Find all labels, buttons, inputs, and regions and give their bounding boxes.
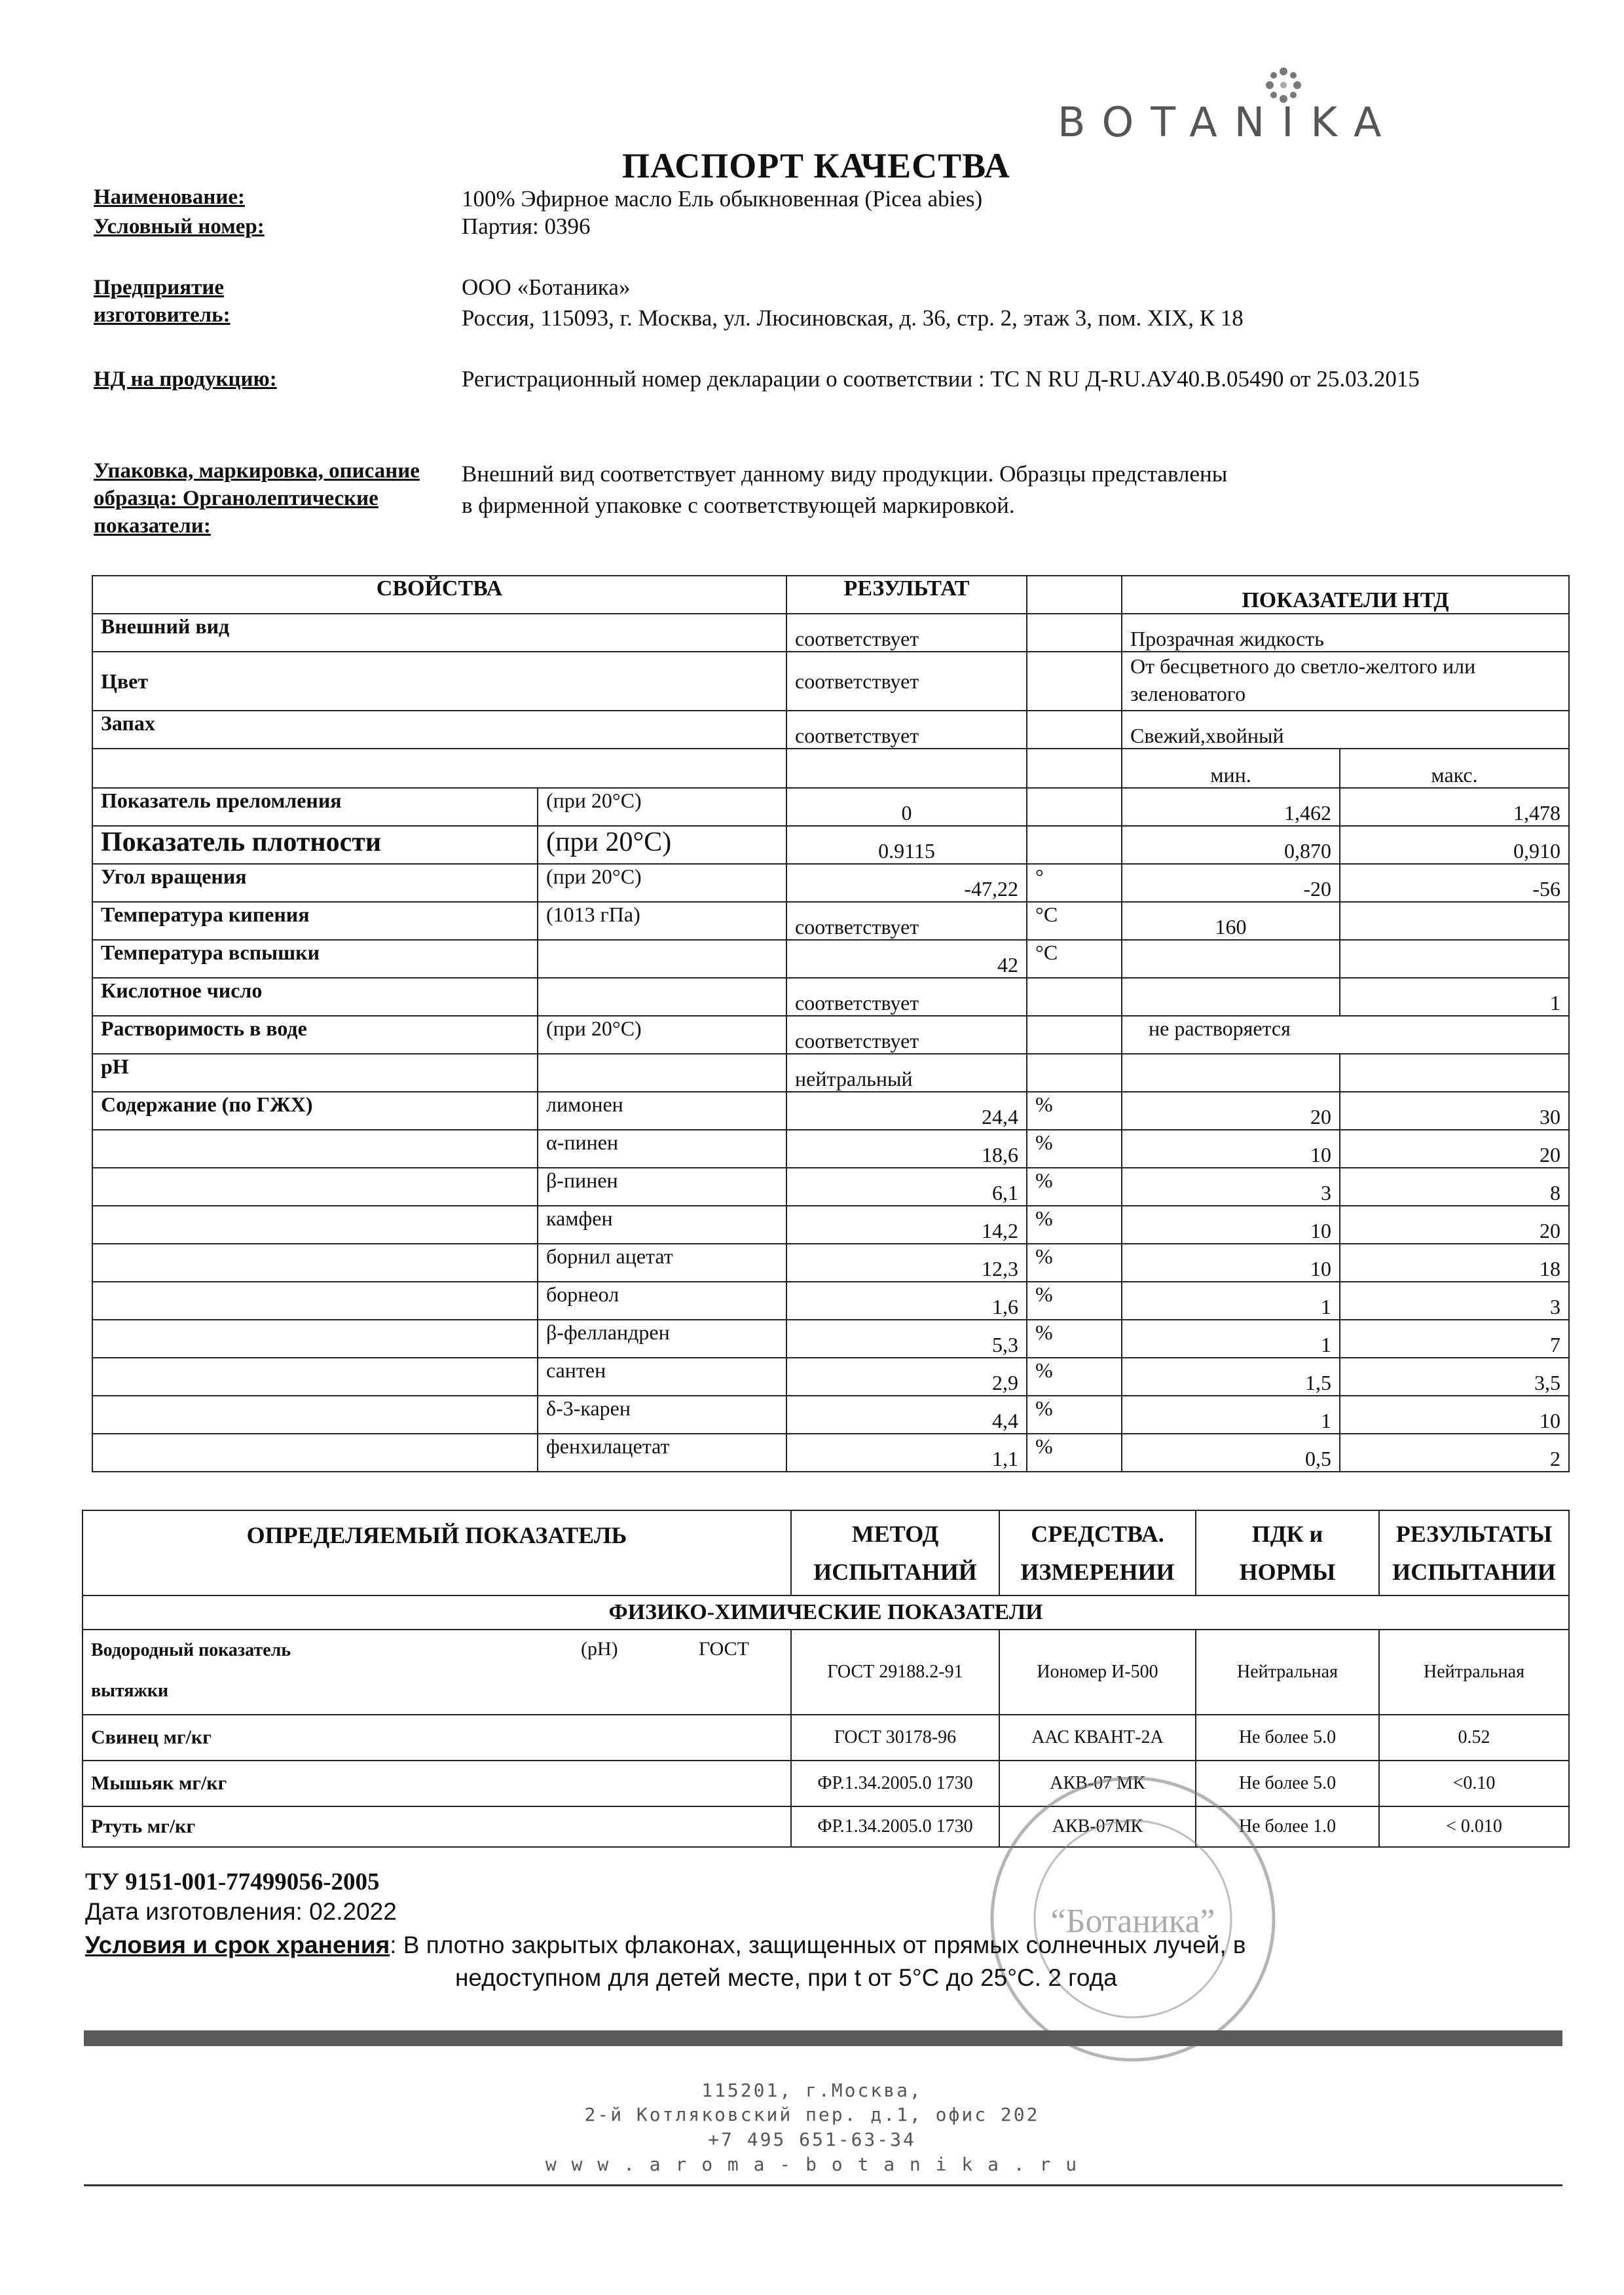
row-condition: (при 20°С): [538, 826, 786, 864]
table-row: [92, 1434, 1569, 1472]
row-min: -20: [1122, 864, 1340, 902]
row-name: Растворимость в воде: [92, 1016, 538, 1054]
row-name: pH: [92, 1054, 538, 1092]
component-name: δ-3-карен: [538, 1396, 786, 1434]
norm-cell: Не более 5.0: [1196, 1715, 1379, 1761]
indicator-cell: [83, 1630, 791, 1715]
component-result: 14,2: [786, 1206, 1027, 1244]
content-label: Содержание (по ГЖХ): [92, 1092, 538, 1130]
bottom-rule: [84, 2184, 1562, 2186]
header-ntd: ПОКАЗАТЕЛИ НТД: [1122, 576, 1569, 614]
header-result-test: РЕЗУЛЬТАТЫ ИСПЫТАНИИ: [1379, 1510, 1569, 1595]
norm-cell: Нейтральная: [1196, 1630, 1379, 1715]
value-name: 100% Эфирное масло Ель обыкновенная (Picea abies): [462, 186, 983, 212]
table-row: [92, 1320, 1569, 1358]
component-min: 10: [1122, 1130, 1340, 1168]
header-result: РЕЗУЛЬТАТ: [786, 576, 1027, 614]
row-max: [1340, 940, 1569, 978]
label-code: Условный номер:: [94, 215, 265, 238]
component-unit: %: [1027, 1434, 1122, 1472]
header-props: СВОЙСТВА: [92, 576, 786, 614]
indicator-name: Мышьяк мг/кг: [83, 1761, 791, 1806]
component-result: 24,4: [786, 1092, 1027, 1130]
storage-conditions: [85, 1929, 1246, 1994]
component-result: 4,4: [786, 1396, 1027, 1434]
header-means: СРЕДСТВА. ИЗМЕРЕНИИ: [999, 1510, 1196, 1595]
component-name: лимонен: [538, 1092, 786, 1130]
component-max: 7: [1340, 1320, 1569, 1358]
indicator-name: Водородный показатель вытяжки: [91, 1640, 291, 1701]
component-max: 3,5: [1340, 1358, 1569, 1396]
table-row: [92, 826, 1569, 864]
component-name: β-фелландрен: [538, 1320, 786, 1358]
component-unit: %: [1027, 1168, 1122, 1206]
component-name: α-пинен: [538, 1130, 786, 1168]
component-name: борнеол: [538, 1282, 786, 1320]
component-min: 1: [1122, 1320, 1340, 1358]
component-max: 10: [1340, 1396, 1569, 1434]
address-line-1: 115201, г.Москва,: [701, 2080, 923, 2101]
row-max: 0,910: [1340, 826, 1569, 864]
table-row: [92, 1396, 1569, 1434]
component-name: камфен: [538, 1206, 786, 1244]
indicator-name: Свинец мг/кг: [83, 1715, 791, 1761]
value-nd: Регистрационный номер декларации о соответствии : ТС N RU Д-RU.АУ40.В.05490 от 25.03.2015: [462, 366, 1420, 392]
storage-text-2: недоступном для детей месте, при t от 5°С до 25°С. 2 года: [455, 1964, 1117, 1991]
max-header: макс.: [1340, 749, 1569, 788]
table-row: [92, 1054, 1569, 1092]
table-row: [83, 1715, 1569, 1761]
component-min: 3: [1122, 1168, 1340, 1206]
result-cell: <0.10: [1379, 1761, 1569, 1806]
row-unit: [1027, 978, 1122, 1016]
table-row: [92, 978, 1569, 1016]
row-min: 0,870: [1122, 826, 1340, 864]
row-max: -56: [1340, 864, 1569, 902]
component-unit: %: [1027, 1396, 1122, 1434]
row-condition: [538, 1054, 786, 1092]
row-condition: (при 20°С): [538, 864, 786, 902]
component-result: 18,6: [786, 1130, 1027, 1168]
component-min: 0,5: [1122, 1434, 1340, 1472]
row-result: -47,22: [786, 864, 1027, 902]
means-cell: Иономер И-500: [999, 1630, 1196, 1715]
table-row: [92, 1016, 1569, 1054]
row-name: Показатель преломления: [92, 788, 538, 826]
means-cell: АКВ-07МК: [999, 1806, 1196, 1847]
table-row: [92, 1130, 1569, 1168]
result-cell: 0.52: [1379, 1715, 1569, 1761]
footer-divider: [84, 2030, 1562, 2046]
row-condition: [538, 978, 786, 1016]
label-manufacturer: Предприятие изготовитель:: [94, 276, 231, 327]
table-row: [92, 864, 1569, 902]
row-condition: (при 20°С): [538, 1016, 786, 1054]
component-result: 5,3: [786, 1320, 1027, 1358]
table-row: [92, 1244, 1569, 1282]
phone-number: +7 495 651-63-34: [708, 2129, 916, 2150]
table-row: [92, 1092, 1569, 1130]
stamp-text: “Ботаника”: [1050, 1903, 1215, 1940]
component-max: 2: [1340, 1434, 1569, 1472]
row-min: [1122, 978, 1340, 1016]
row-unit: °С: [1027, 940, 1122, 978]
row-condition: [538, 940, 786, 978]
row-unit: °С: [1027, 902, 1122, 940]
row-name: Температура кипения: [92, 902, 538, 940]
tu-code: ТУ 9151-001-77499056-2005: [85, 1869, 380, 1895]
norm-cell: Не более 5.0: [1196, 1761, 1379, 1806]
value-code: Партия: 0396: [462, 214, 591, 239]
header-method: МЕТОД ИСПЫТАНИЙ: [791, 1510, 999, 1595]
result-smell: соответствует: [786, 711, 1027, 749]
row-min: 160: [1122, 902, 1340, 940]
row-name: Угол вращения: [92, 864, 538, 902]
row-max: 1: [1340, 978, 1569, 1016]
component-result: 2,9: [786, 1358, 1027, 1396]
component-result: 12,3: [786, 1244, 1027, 1282]
means-cell: ААС КВАНТ-2А: [999, 1715, 1196, 1761]
company-stamp: [982, 1768, 1283, 2070]
result-appearance: соответствует: [786, 614, 1027, 652]
row-result: нейтральный: [786, 1054, 1027, 1092]
component-max: 3: [1340, 1282, 1569, 1320]
row-max: 1,478: [1340, 788, 1569, 826]
row-condition: (при 20°С): [538, 788, 786, 826]
table-row: [92, 788, 1569, 826]
table-row: [83, 1806, 1569, 1847]
row-result: 0: [786, 788, 1027, 826]
page-title: ПАСПОРТ КАЧЕСТВА: [622, 146, 1010, 185]
table-row: [92, 1206, 1569, 1244]
row-min: [1122, 940, 1340, 978]
row-result: соответствует: [786, 902, 1027, 940]
prop-smell: Запах: [92, 711, 786, 749]
section-physchem: ФИЗИКО-ХИМИЧЕСКИЕ ПОКАЗАТЕЛИ: [83, 1595, 1569, 1630]
row-unit: [1027, 1016, 1122, 1054]
component-name: борнил ацетат: [538, 1244, 786, 1282]
row-min: не растворяется: [1122, 1016, 1569, 1054]
header-norm: ПДК и НОРМЫ: [1196, 1510, 1379, 1595]
component-result: 1,1: [786, 1434, 1027, 1472]
result-cell: Нейтральная: [1379, 1630, 1569, 1715]
table-row: [92, 940, 1569, 978]
component-unit: %: [1027, 1206, 1122, 1244]
table-row: [92, 1358, 1569, 1396]
component-max: 20: [1340, 1206, 1569, 1244]
component-max: 30: [1340, 1092, 1569, 1130]
component-max: 8: [1340, 1168, 1569, 1206]
header-indicator: ОПРЕДЕЛЯЕМЫЙ ПОКАЗАТЕЛЬ: [83, 1510, 791, 1595]
row-unit: [1027, 788, 1122, 826]
manufacture-date: Дата изготовления: 02.2022: [85, 1898, 397, 1925]
method-cell: ГОСТ 30178-96: [791, 1715, 999, 1761]
row-unit: [1027, 826, 1122, 864]
row-name: Кислотное число: [92, 978, 538, 1016]
component-unit: %: [1027, 1244, 1122, 1282]
row-condition: (1013 гПа): [538, 902, 786, 940]
table-row: [92, 1282, 1569, 1320]
component-result: 6,1: [786, 1168, 1027, 1206]
method-cell: ФР.1.34.2005.0 1730: [791, 1806, 999, 1847]
table-row: [92, 1168, 1569, 1206]
physchem-table: [82, 1510, 1570, 1848]
component-min: 1: [1122, 1282, 1340, 1320]
component-name: сантен: [538, 1358, 786, 1396]
storage-label: Условия и срок хранения: [85, 1931, 390, 1958]
table-row: [83, 1630, 1569, 1715]
prop-appearance: Внешний вид: [92, 614, 786, 652]
row-unit: [1027, 1054, 1122, 1092]
table-row: [83, 1761, 1569, 1806]
component-min: 10: [1122, 1206, 1340, 1244]
address-line-2: 2-й Котляковский пер. д.1, офис 202: [584, 2104, 1040, 2125]
indicator-name: Ртуть мг/кг: [83, 1806, 791, 1847]
component-min: 1,5: [1122, 1358, 1340, 1396]
component-min: 10: [1122, 1244, 1340, 1282]
component-name: β-пинен: [538, 1168, 786, 1206]
component-max: 18: [1340, 1244, 1569, 1282]
component-min: 1: [1122, 1396, 1340, 1434]
label-packaging: Упаковка, маркировка, описание образца: Органолептические показатели:: [94, 459, 420, 538]
component-result: 1,6: [786, 1282, 1027, 1320]
row-name: Показатель плотности: [92, 826, 538, 864]
component-unit: %: [1027, 1320, 1122, 1358]
indicator-sub: (pH): [581, 1638, 618, 1660]
properties-table: [92, 575, 1570, 1472]
website: w w w . a r o m a - b o t a n i k a . r u: [545, 2154, 1079, 2175]
result-color: соответствует: [786, 652, 1027, 711]
indicator-gost: ГОСТ: [699, 1638, 749, 1660]
row-min: 1,462: [1122, 788, 1340, 826]
method-cell: ГОСТ 29188.2-91: [791, 1630, 999, 1715]
row-result: 0.9115: [786, 826, 1027, 864]
storage-text: : В плотно закрытых флаконах, защищенных от прямых солнечных лучей, в: [390, 1931, 1246, 1958]
value-manufacturer: ООО «Ботаника»: [462, 274, 631, 300]
min-header: мин.: [1122, 749, 1340, 788]
component-max: 20: [1340, 1130, 1569, 1168]
component-unit: %: [1027, 1358, 1122, 1396]
norm-cell: Не более 1.0: [1196, 1806, 1379, 1847]
norm-color: От бесцветного до светло-желтого или зеленоватого: [1122, 652, 1569, 711]
label-name: Наименование:: [94, 185, 245, 209]
value-packaging: Внешний вид соответствует данному виду продукции. Образцы представлены в фирменной упаковке с соответствующей маркировкой.: [462, 461, 1228, 518]
value-address: Россия, 115093, г. Москва, ул. Люсиновская, д. 36, стр. 2, этаж 3, пом. XIX, К 18: [462, 305, 1244, 331]
row-max: [1340, 1054, 1569, 1092]
row-name: Температура вспышки: [92, 940, 538, 978]
brand-logo: BOTANIKA: [1058, 98, 1399, 146]
norm-smell: Свежий,хвойный: [1122, 711, 1569, 749]
row-min: [1122, 1054, 1340, 1092]
label-nd: НД на продукцию:: [94, 367, 277, 391]
component-unit: %: [1027, 1282, 1122, 1320]
component-name: фенхилацетат: [538, 1434, 786, 1472]
norm-appearance: Прозрачная жидкость: [1122, 614, 1569, 652]
prop-color: Цвет: [92, 652, 786, 711]
row-unit: °: [1027, 864, 1122, 902]
row-result: соответствует: [786, 1016, 1027, 1054]
row-max: [1340, 902, 1569, 940]
method-cell: ФР.1.34.2005.0 1730: [791, 1761, 999, 1806]
result-cell: < 0.010: [1379, 1806, 1569, 1847]
component-unit: %: [1027, 1092, 1122, 1130]
component-min: 20: [1122, 1092, 1340, 1130]
row-result: соответствует: [786, 978, 1027, 1016]
component-unit: %: [1027, 1130, 1122, 1168]
table-row: [92, 902, 1569, 940]
row-result: 42: [786, 940, 1027, 978]
means-cell: АКВ-07 МК: [999, 1761, 1196, 1806]
